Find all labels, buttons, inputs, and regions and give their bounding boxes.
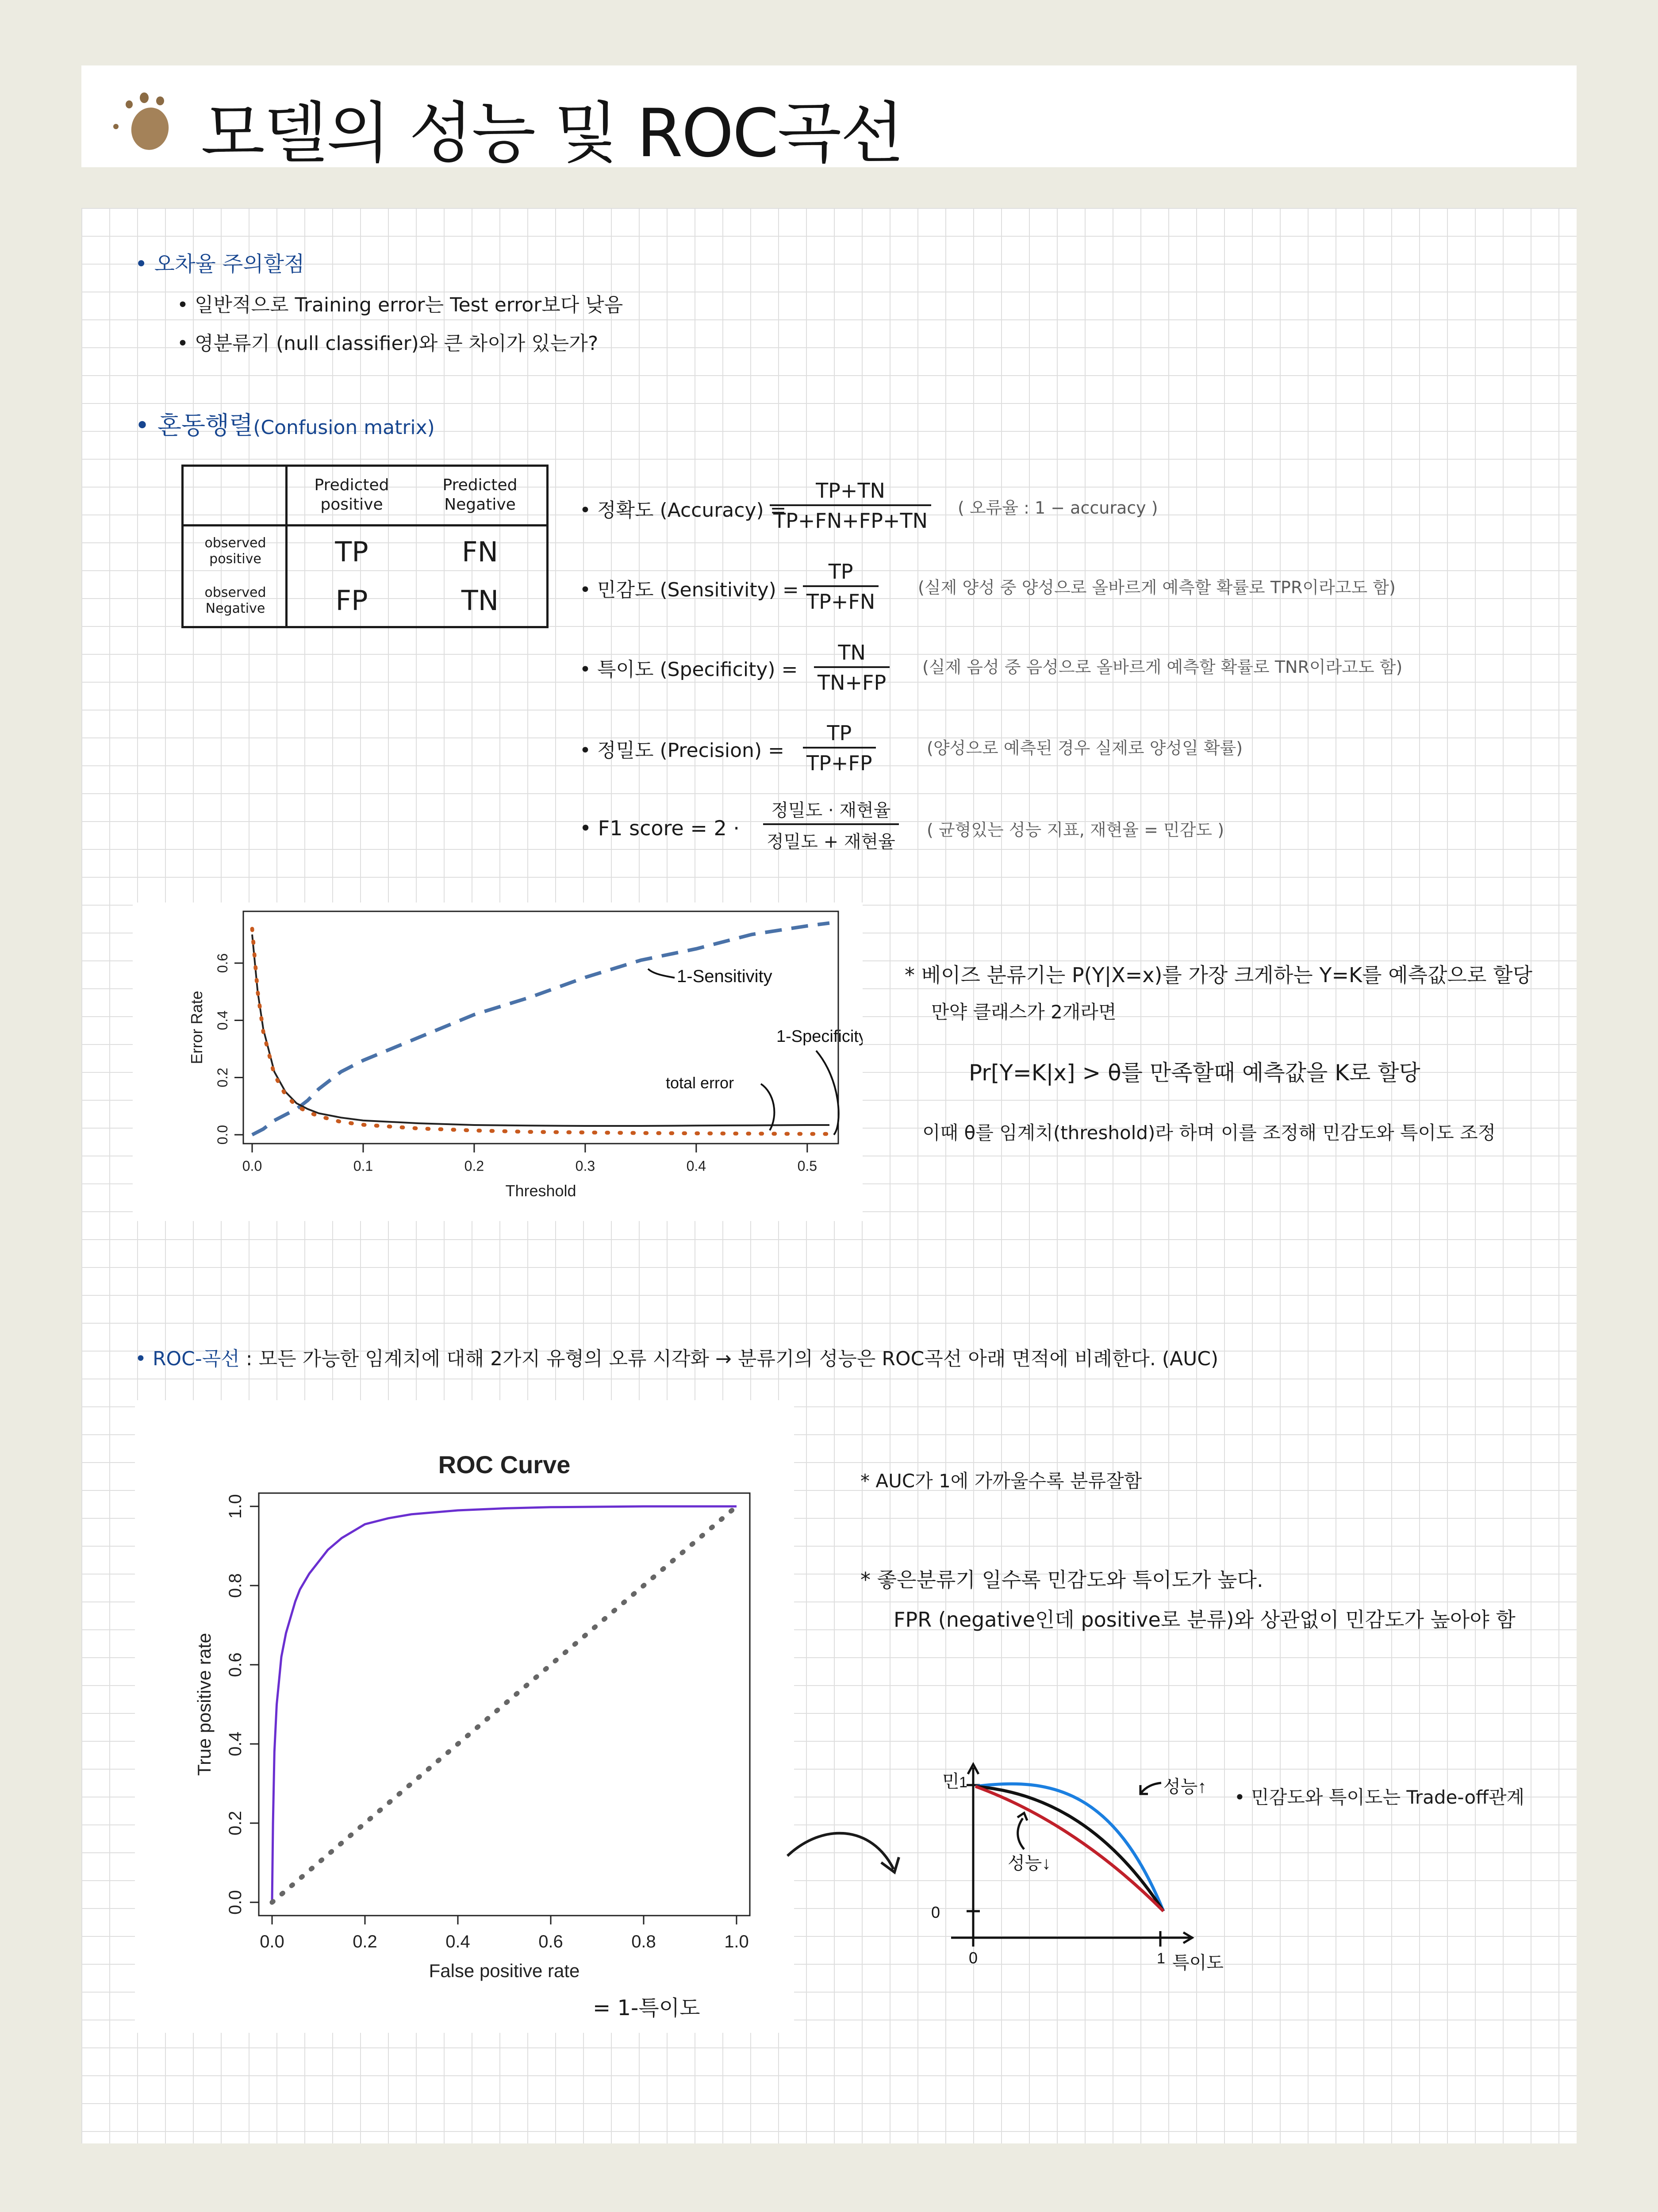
annotation-arrow-total-error: [761, 1084, 774, 1130]
specificity-numerator: TN: [838, 641, 866, 664]
sketch-y-one: 1: [959, 1774, 967, 1791]
annotation-total-error: total error: [666, 1074, 734, 1092]
series-line-2: [252, 929, 829, 1134]
fpr-note: FPR (negative인데 positive로 분류)와 상관없이 민감도가 높아야 함: [894, 1608, 1516, 1632]
error-heading: • 오차율 주의할점: [135, 252, 305, 276]
sketch-x-label: 특이도: [1172, 1953, 1224, 1973]
f1-denominator: 정밀도 + 재현율: [763, 823, 899, 853]
roc-chart: [135, 1400, 794, 2033]
bayes-note-3: Pr[Y=K|x] > θ를 만족할때 예측값을 K로 할당: [969, 1060, 1420, 1086]
sensitivity-label: • 민감도 (Sensitivity) =: [580, 579, 799, 601]
sensitivity-fraction: [803, 560, 879, 614]
y-axis-label: True positive rate: [193, 1633, 215, 1776]
tradeoff-note: • 민감도와 특이도는 Trade-off관계: [1234, 1786, 1525, 1808]
y-tick-label: 0.6: [215, 953, 230, 973]
y-tick-label: 0.0: [215, 1125, 230, 1145]
roc-heading: • ROC-곡선: [135, 1348, 240, 1370]
y-tick-label: 0.2: [215, 1068, 230, 1087]
specificity-label: • 특이도 (Specificity) =: [580, 658, 798, 681]
col-header-predicted-negative: Predicted Negative: [442, 476, 518, 514]
accuracy-label: • 정확도 (Accuracy) =: [580, 499, 787, 522]
error-item-1: • 일반적으로 Training error는 Test error보다 낮음: [177, 294, 623, 316]
tradeoff-sketch: [907, 1752, 1261, 1982]
row-header-observed-negative: observed Negative: [204, 584, 266, 616]
x-axis-label: Threshold: [505, 1182, 576, 1200]
x-tick-label: 0.8: [631, 1932, 656, 1951]
sketch-x-zero: 0: [969, 1949, 978, 1967]
curve-mid-performance: [975, 1786, 1163, 1911]
x-tick-label: 0.4: [686, 1158, 706, 1174]
roc-heading-line: [135, 1343, 1218, 1371]
title-bar: [81, 65, 1577, 172]
f1-note: ( 균형있는 성능 지표, 재현율 = 민감도 ): [927, 820, 1224, 840]
roc-xlabel-annotation: = 1-특이도: [593, 1996, 700, 2020]
accuracy-note: ( 오류율 : 1 − accuracy ): [958, 498, 1158, 518]
x-tick-label: 0.0: [260, 1932, 284, 1951]
f1-label: • F1 score = 2 ·: [580, 816, 740, 840]
paw-icon: [104, 78, 192, 157]
precision-fraction: [803, 721, 876, 775]
x-tick-label: 0.4: [445, 1932, 470, 1951]
x-tick-label: 0.5: [797, 1158, 817, 1174]
accuracy-numerator: TP+TN: [816, 479, 885, 503]
accuracy-fraction: [770, 479, 931, 533]
precision-note: (양성으로 예측된 경우 실제로 양성일 확률): [927, 738, 1243, 758]
confusion-heading: • 혼동행렬(Confusion matrix): [135, 411, 435, 440]
x-tick-label: 0.2: [464, 1158, 484, 1174]
error-rate-plot-panel: [133, 902, 863, 1221]
specificity-note: (실제 음성 중 음성으로 올바르게 예측할 확률로 TNR이라고도 함): [922, 657, 1403, 677]
annotation-arrow-sensitivity: [648, 969, 675, 978]
sensitivity-note: (실제 양성 중 양성으로 올바르게 예측할 확률로 TPR이라고도 함): [918, 578, 1396, 597]
sketch-y-zero: 0: [931, 1903, 940, 1921]
x-tick-label: 0.6: [538, 1932, 563, 1951]
annotation-1-sensitivity: 1-Sensitivity: [677, 967, 772, 986]
precision-denominator: TP+FP: [803, 747, 876, 775]
annotation-arrow-specificity: [816, 1051, 839, 1135]
curve-low-performance: [975, 1786, 1163, 1911]
chart-title: ROC Curve: [438, 1451, 571, 1479]
up-arrow: [1141, 1783, 1161, 1793]
error-rate-chart: [133, 902, 863, 1221]
y-tick-label: 1.0: [226, 1494, 245, 1519]
cell-tp: TP: [335, 536, 368, 568]
plot-frame: [243, 911, 838, 1144]
precision-numerator: TP: [827, 721, 852, 745]
accuracy-denominator: TP+FN+FP+TN: [770, 504, 931, 533]
x-tick-label: 0.0: [242, 1158, 262, 1174]
annotation-1-specificity: 1-Specificity: [776, 1027, 863, 1046]
f1-numerator: 정밀도 · 재현율: [771, 800, 891, 821]
x-tick-label: 1.0: [724, 1932, 749, 1951]
curve-high-performance: [975, 1784, 1163, 1911]
series-line-1: [252, 934, 829, 1126]
error-item-2: • 영분류기 (null classifier)와 큰 차이가 있는가?: [177, 332, 599, 355]
series-line-1: [272, 1506, 737, 1902]
specificity-fraction: [814, 641, 890, 695]
y-tick-label: 0.4: [226, 1732, 245, 1756]
col-header-predicted-positive: Predicted positive: [314, 476, 389, 514]
y-tick-label: 0.8: [226, 1573, 245, 1598]
bayes-note-4: 이때 θ를 임계치(threshold)라 하며 이를 조정해 민감도와 특이도 조정: [922, 1122, 1496, 1144]
y-tick-label: 0.4: [215, 1010, 230, 1030]
x-tick-label: 0.3: [575, 1158, 595, 1174]
x-tick-label: 0.1: [353, 1158, 373, 1174]
x-axis-label: False positive rate: [429, 1960, 580, 1982]
sketch-y-label: 민: [942, 1772, 959, 1791]
cell-fn: FN: [461, 536, 499, 568]
row-header-observed-positive: observed positive: [204, 535, 266, 567]
down-arrow: [1018, 1818, 1024, 1849]
f1-fraction: [763, 796, 899, 853]
bayes-note-1: * 베이즈 분류기는 P(Y|X=x)를 가장 크게하는 Y=K를 예측값으로 할당: [905, 963, 1532, 987]
confusion-matrix-table: [181, 465, 549, 628]
y-axis-label: Error Rate: [188, 991, 206, 1064]
y-tick-label: 0.0: [226, 1890, 245, 1915]
sketch-down-label: 성능↓: [1008, 1854, 1051, 1873]
cell-fp: FP: [335, 584, 368, 617]
cell-tn: TN: [461, 584, 499, 617]
y-tick-label: 0.2: [226, 1811, 245, 1836]
sketch-up-label: 성능↑: [1163, 1777, 1207, 1797]
y-tick-label: 0.6: [226, 1652, 245, 1677]
table-divider: [184, 524, 546, 526]
roc-plot-panel: [135, 1400, 794, 2033]
sensitivity-numerator: TP: [828, 560, 853, 584]
page-title: 모델의 성능 및 ROC곡선: [201, 95, 903, 172]
series-line-0: [252, 923, 829, 1135]
specificity-denominator: TN+FP: [814, 666, 890, 695]
roc-heading-text: : 모든 가능한 임계치에 대해 2가지 유형의 오류 시각화 → 분류기의 성능은 ROC곡선 아래 면적에 비례한다. (AUC): [246, 1348, 1219, 1370]
precision-label: • 정밀도 (Precision) =: [580, 739, 784, 762]
x-tick-label: 0.2: [353, 1932, 377, 1951]
bayes-note-2: 만약 클래스가 2개라면: [931, 1001, 1117, 1023]
sensitivity-denominator: TP+FN: [803, 585, 879, 614]
auc-note: * AUC가 1에 가까울수록 분류잘함: [860, 1470, 1142, 1492]
good-classifier-note: * 좋은분류기 일수록 민감도와 특이도가 높다.: [860, 1568, 1263, 1592]
sketch-x-one: 1: [1157, 1950, 1165, 1967]
